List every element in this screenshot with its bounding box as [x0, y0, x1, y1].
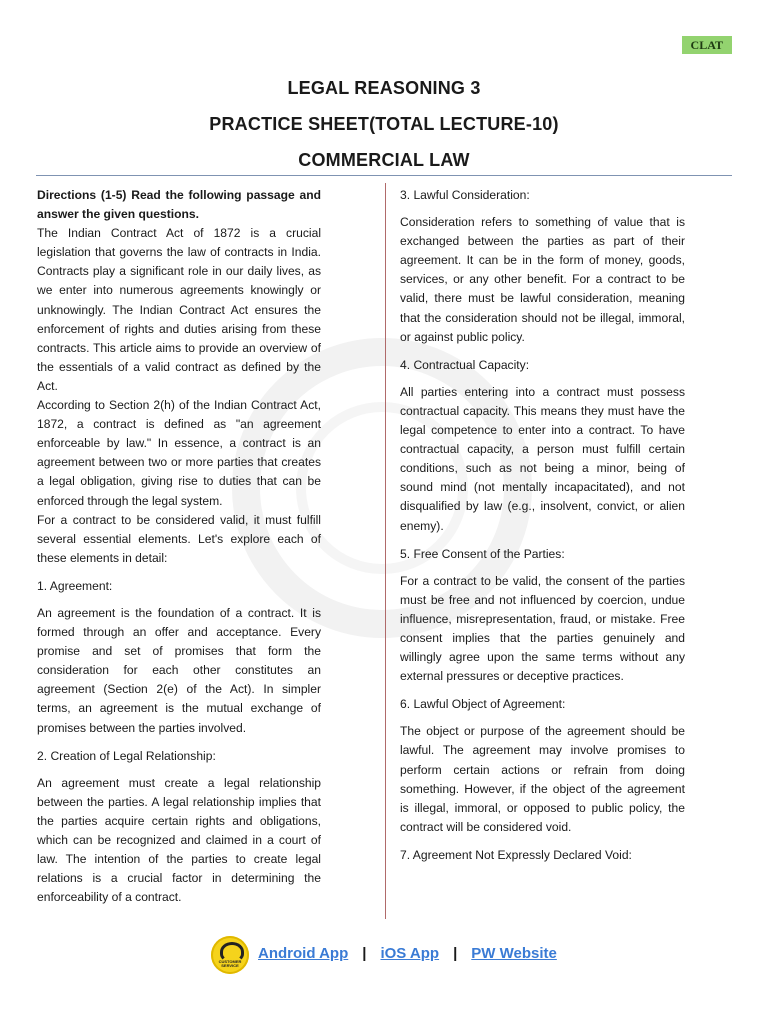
section-heading-2: 2. Creation of Legal Relationship: — [37, 748, 216, 763]
right-column — [400, 186, 685, 873]
section-body-6: The object or purpose of the agreement should be lawful. The agreement may involve promises to perform certain actions or refrain from doing something. However, if the object of the agreement is illegal, immoral, or opposed to public policy, the contract will be considered void. — [400, 724, 685, 834]
title-block — [0, 70, 768, 178]
ios-app-link[interactable]: iOS App — [380, 945, 440, 962]
section-heading-6: 6. Lawful Object of Agreement: — [400, 697, 566, 712]
footer-links — [258, 945, 557, 962]
title-line-1: LEGAL REASONING 3 — [287, 78, 481, 98]
intro-paragraph-1: The Indian Contract Act of 1872 is a crucial legislation that governs the law of contracts in India. Contracts play a significant role in our daily lives, as we enter into numerous agreements knowingly or unknowingly. The Indian Contract Act ensures the enforcement of rights and duties arising from these contracts. This article aims to provide an overview of the essentials of a valid contract as defined by the Act. — [37, 226, 321, 393]
section-body-3: Consideration refers to something of value that is exchanged between the parties as part of their agreement. It can be in the form of money, goods, services, or any other benefit. For a contract to be valid, there must be lawful consideration, meaning that the consideration should not be illegal, immoral, or against public policy. — [400, 215, 685, 344]
customer-service-icon[interactable] — [211, 936, 249, 974]
section-heading-7: 7. Agreement Not Expressly Declared Void: — [400, 847, 632, 862]
link-separator: | — [453, 945, 458, 962]
left-column — [37, 186, 321, 907]
footer — [0, 936, 768, 976]
logo-text: CUSTOMER SERVICE — [218, 959, 242, 968]
section-heading-1: 1. Agreement: — [37, 578, 113, 593]
section-heading-5: 5. Free Consent of the Parties: — [400, 546, 565, 561]
intro-paragraph-2: According to Section 2(h) of the Indian Contract Act, 1872, a contract is defined as "an agreement enforceable by law." In essence, a contract is an agreement between two or more parties that creates a legal obligation, giving rise to duties that can be enforced through the legal system. — [37, 398, 321, 508]
header-divider — [36, 175, 732, 176]
title-line-2: PRACTICE SHEET(TOTAL LECTURE-10) — [209, 114, 559, 134]
section-heading-4: 4. Contractual Capacity: — [400, 357, 530, 372]
link-separator: | — [362, 945, 367, 962]
pw-website-link[interactable]: PW Website — [471, 945, 557, 962]
section-body-1: An agreement is the foundation of a contract. It is formed through an offer and acceptance. Every promise and set of promises that form the consideration for each other constitutes an agreement (Section 2(e) of the Act). In simpler terms, an agreement is the mutual exchange of promises between the parties involved. — [37, 605, 321, 735]
section-heading-3: 3. Lawful Consideration: — [400, 188, 530, 202]
column-divider — [385, 183, 386, 919]
intro-paragraph-3: For a contract to be considered valid, it must fulfill several essential elements. Let's explore each of these elements in detail: — [37, 512, 321, 565]
section-body-2: An agreement must create a legal relationship between the parties. A legal relationship implies that the parties acquire certain rights and obligations, which can be recognized and claimed in a court of law. The intention of the parties to create legal relations is a crucial factor in determining the enforceability of a contract. — [37, 775, 321, 905]
directions-text: Directions (1-5) Read the following passage and answer the given questions. — [37, 188, 321, 222]
section-body-4: All parties entering into a contract must possess contractual capacity. This means they must have the legal competence to enter into a contract. To have contractual capacity, a person must fulfill certain conditions, such as not being a minor, being of sound mind (not mentally incapacitated), and not disqualified by law (e.g., insolvent, convict, or alien enemy). — [400, 384, 685, 533]
section-body-5: For a contract to be valid, the consent of the parties must be free and not influenced by coercion, undue influence, misrepresentation, fraud, or mistake. Free consent implies that the parties genuinely and willingly agree upon the same terms without any external pressures or deceptive practices. — [400, 573, 685, 684]
android-app-link[interactable]: Android App — [258, 945, 349, 962]
title-line-3: COMMERCIAL LAW — [298, 150, 470, 170]
exam-badge: CLAT — [682, 36, 732, 54]
